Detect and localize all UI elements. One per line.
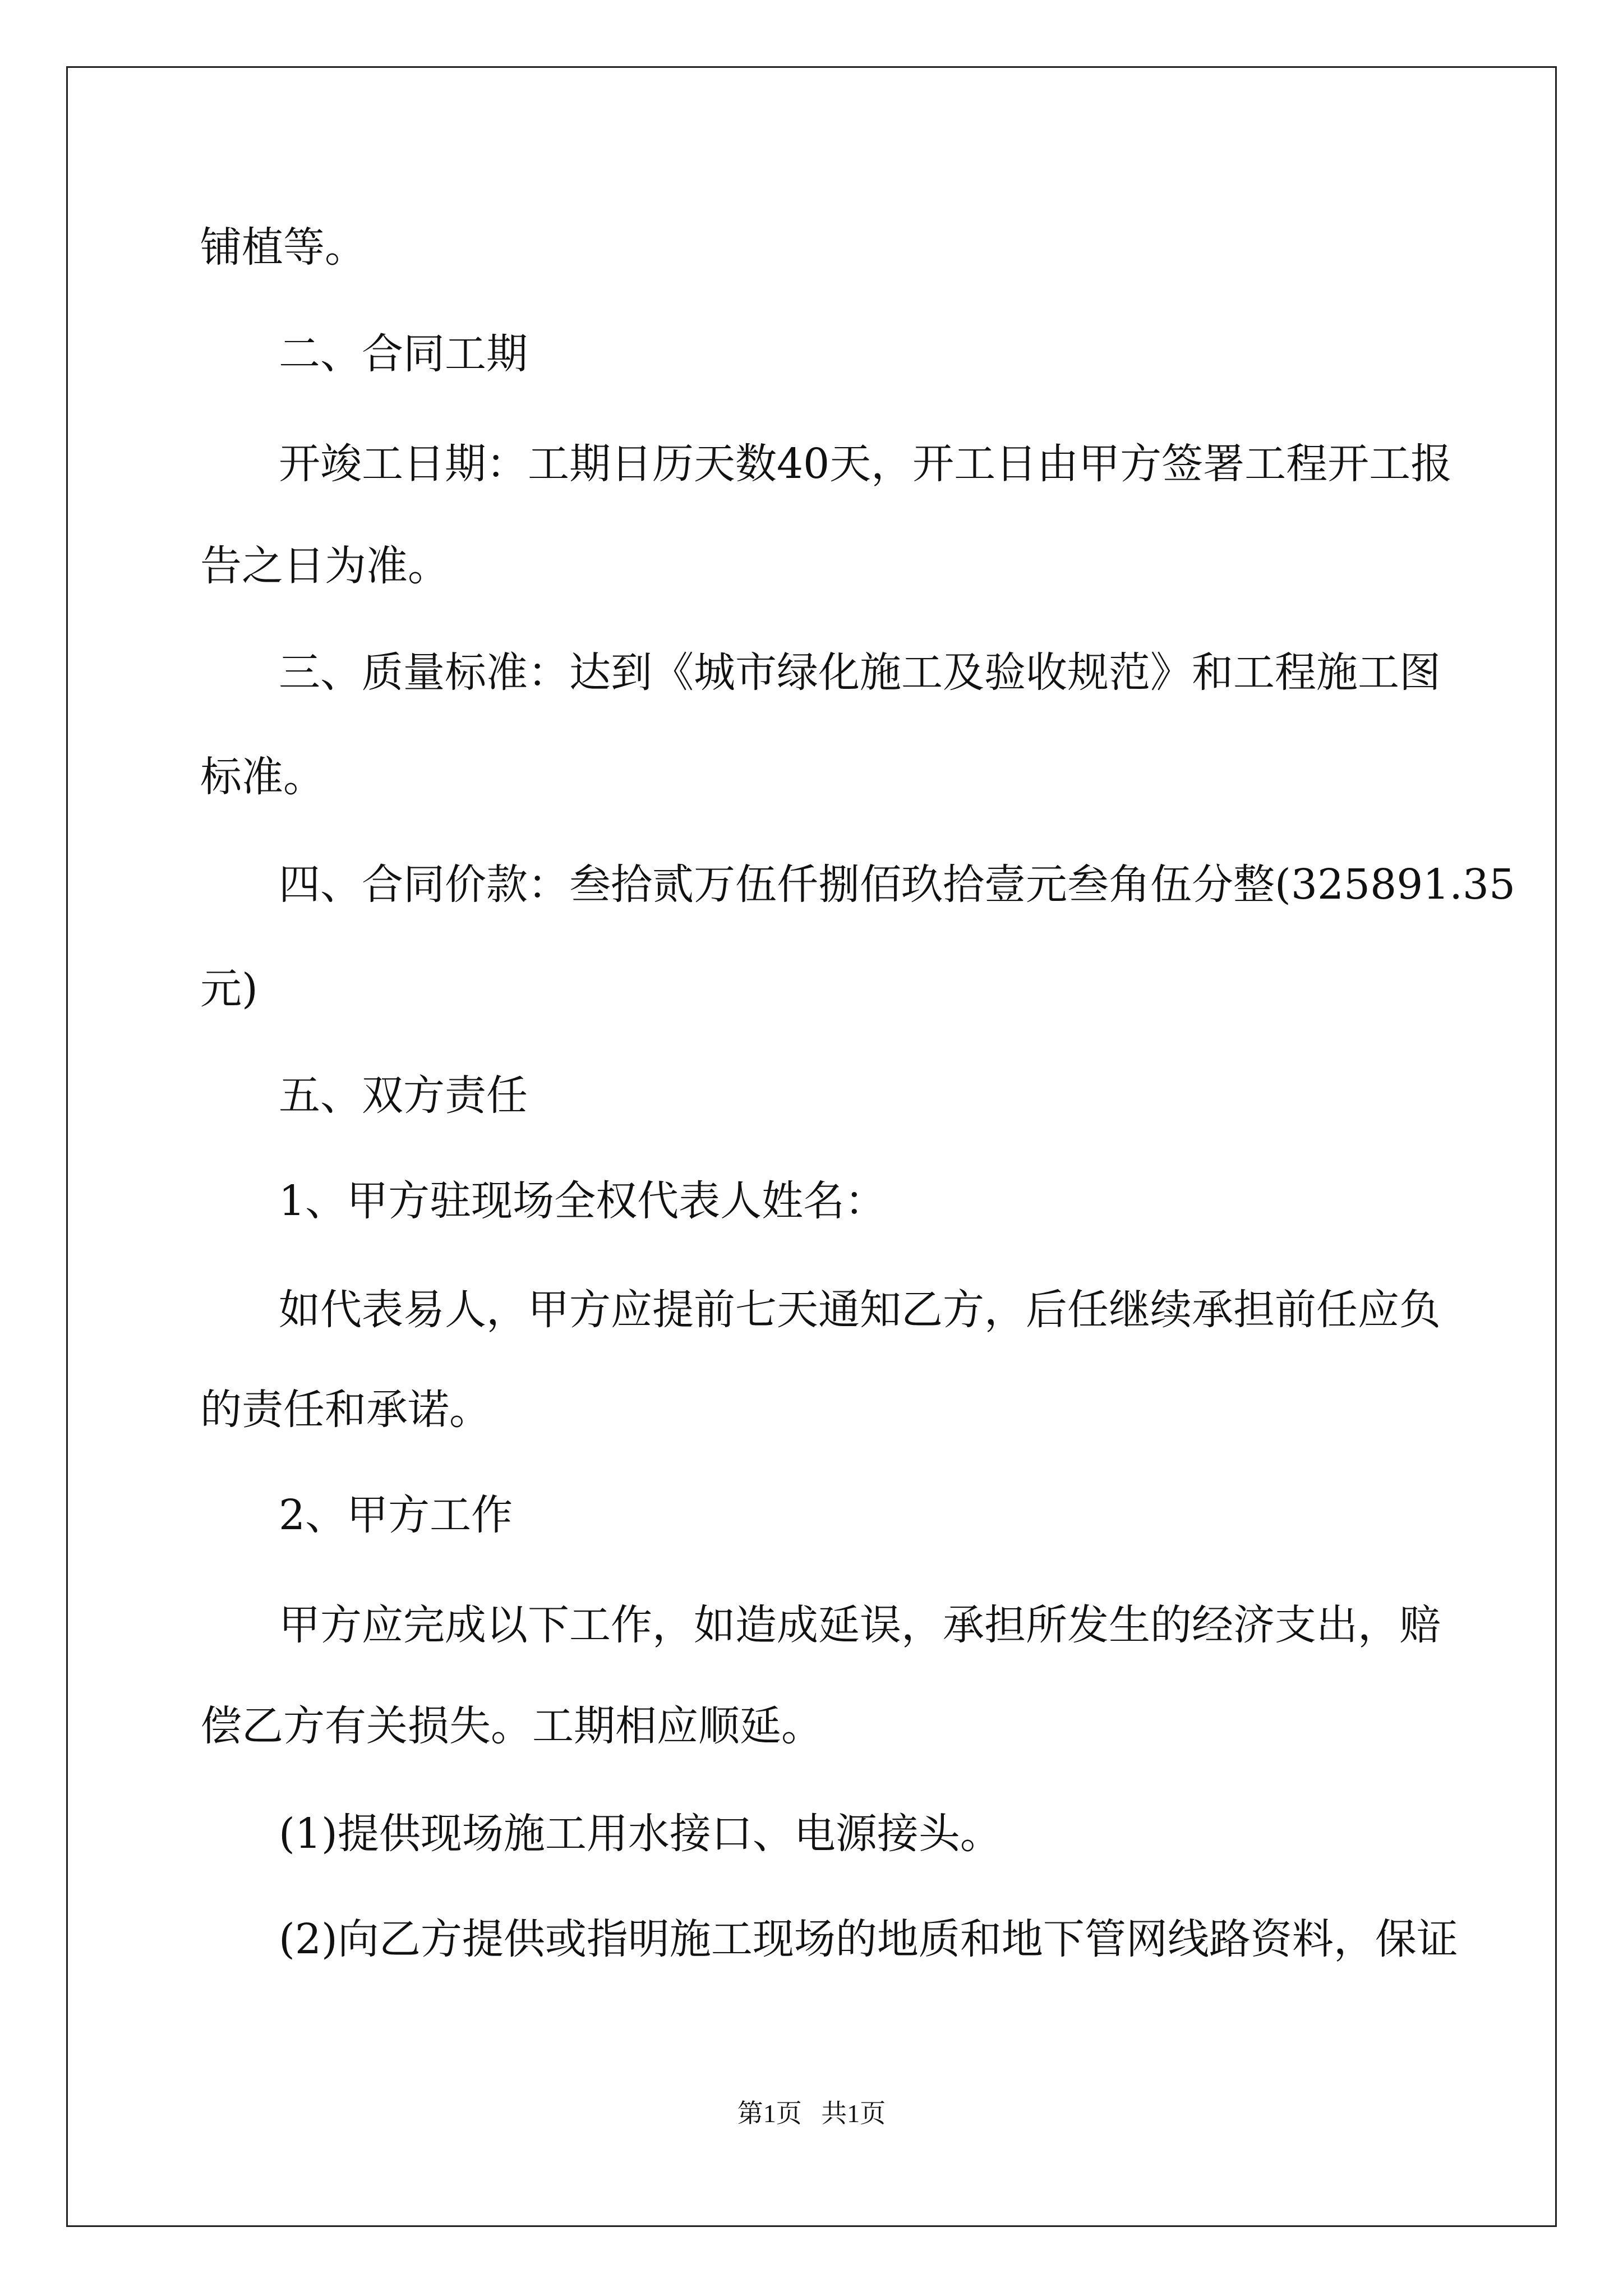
text-line-8: 元) [200, 965, 258, 1013]
page-border [66, 66, 1557, 2227]
text-line-15: 偿乙方有关损失。工期相应顺延。 [200, 1702, 823, 1750]
page-number-footer: 第1页 共1页 [737, 2099, 886, 2128]
section-heading-quality-standard: 三、质量标准：达到《城市绿化施工及验收规范》和工程施工图 [279, 648, 1441, 697]
text-line-6: 标准。 [200, 753, 325, 801]
item-heading-representative: 1、甲方驻现场全权代表人姓名： [279, 1177, 887, 1225]
list-item-2: (2)向乙方提供或指明施工现场的地质和地下管网线路资料，保证 [279, 1915, 1458, 1963]
text-line-14: 甲方应完成以下工作，如造成延误，承担所发生的经济支出，赔 [279, 1601, 1441, 1649]
text-line-4: 告之日为准。 [200, 542, 449, 590]
text-line-3: 开竣工日期：工期日历天数40天，开工日由甲方签署工程开工报 [279, 440, 1453, 488]
section-heading-contract-period: 二、合同工期 [279, 330, 528, 378]
text-line-12: 的责任和承诺。 [200, 1386, 491, 1434]
text-line-1: 铺植等。 [200, 223, 366, 272]
text-line-11: 如代表易人，甲方应提前七天通知乙方，后任继续承担前任应负 [279, 1286, 1441, 1334]
section-heading-responsibilities: 五、双方责任 [279, 1071, 528, 1120]
section-heading-contract-price: 四、合同价款：叁拾贰万伍仟捌佰玖拾壹元叁角伍分整(325891.35 [279, 861, 1516, 909]
item-heading-party-a-work: 2、甲方工作 [279, 1491, 513, 1539]
list-item-1: (1)提供现场施工用水接口、电源接头。 [279, 1810, 1002, 1858]
